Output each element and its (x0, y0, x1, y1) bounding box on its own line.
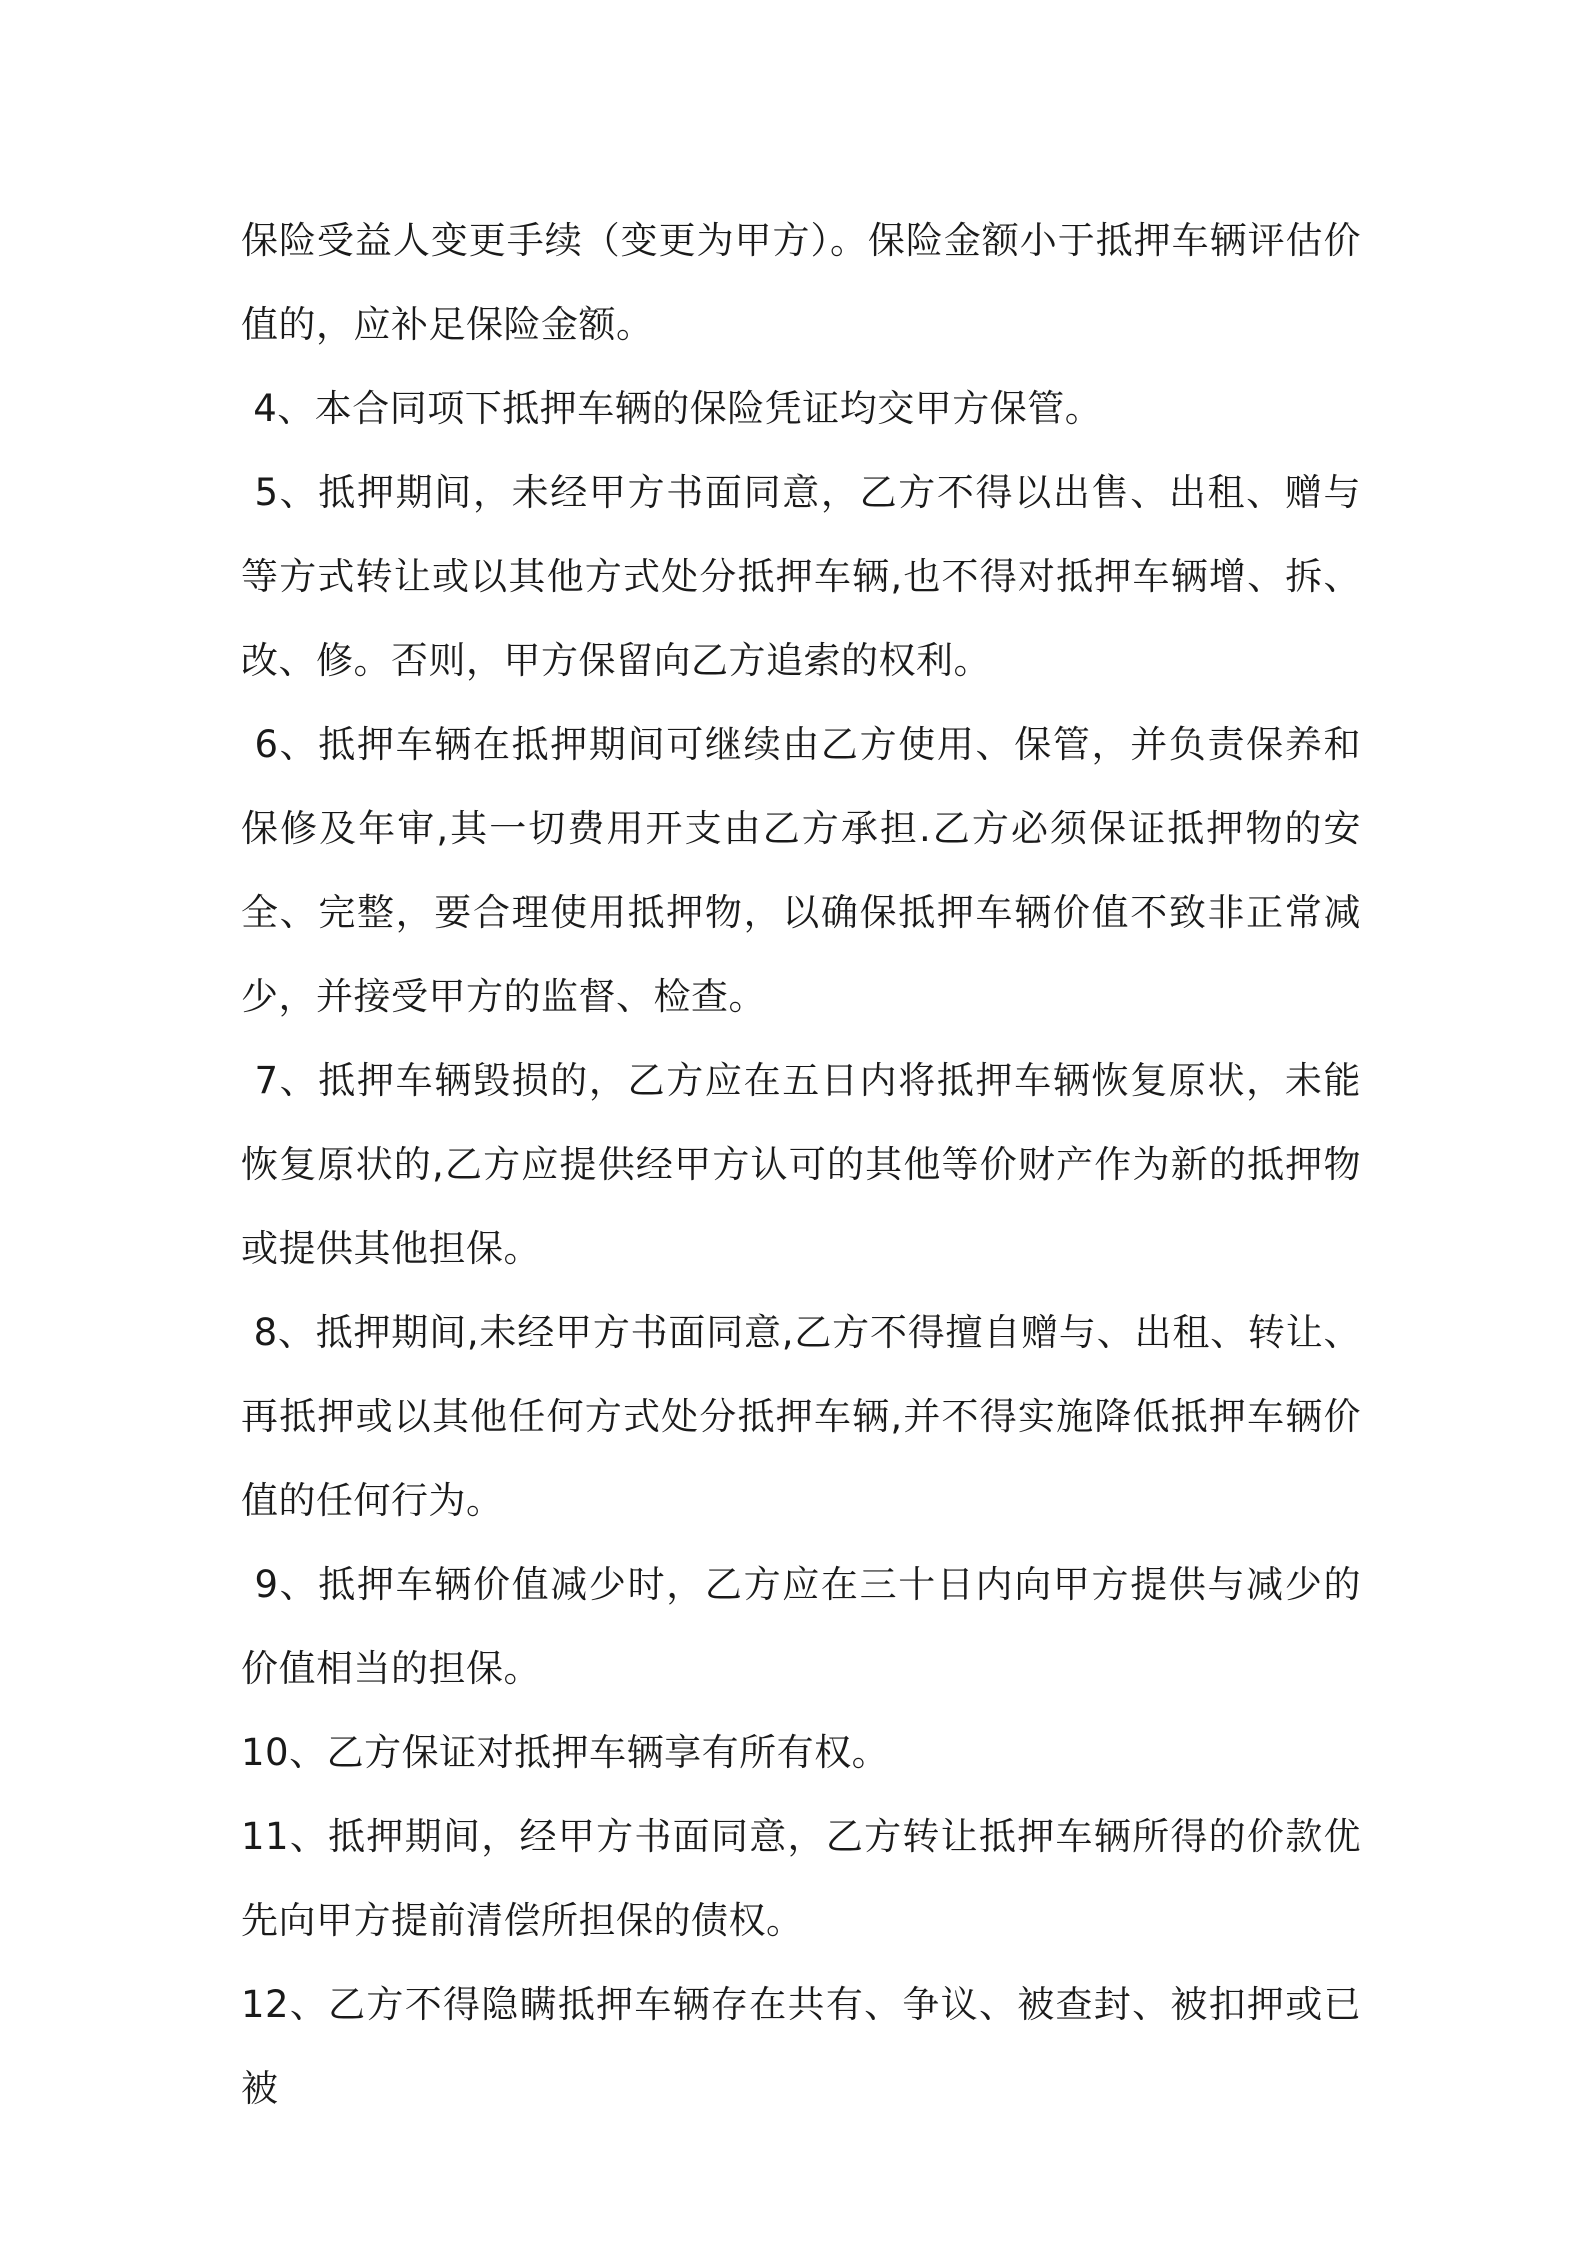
clause-5: 5、抵押期间，未经甲方书面同意，乙方不得以出售、出租、赠与等方式转让或以其他方式处分抵押车辆,也不得对抵押车辆增、拆、改、修。否则，甲方保留向乙方追索的权利。 (241, 471, 1362, 682)
clause-11: 11、抵押期间，经甲方书面同意，乙方转让抵押车辆所得的价款优先向甲方提前清偿所担保的债权。 (241, 1815, 1361, 1942)
clause-8: 8、抵押期间,未经甲方书面同意,乙方不得擅自赠与、出租、转让、再抵押或以其他任何方式处分抵押车辆,并不得实施降低抵押车辆价值的任何行为。 (241, 1311, 1361, 1522)
paragraph-insurance-beneficiary: 保险受益人变更手续（变更为甲方）。保险金额小于抵押车辆评估价值的，应补足保险金额。 (241, 219, 1361, 346)
clause-4: 4、本合同项下抵押车辆的保险凭证均交甲方保管。 (241, 387, 1103, 430)
clause-9: 9、抵押车辆价值减少时，乙方应在三十日内向甲方提供与减少的价值相当的担保。 (241, 1563, 1362, 1690)
clause-6: 6、抵押车辆在抵押期间可继续由乙方使用、保管，并负责保养和保修及年审,其一切费用开支由乙方承担.乙方必须保证抵押物的安全、完整，要合理使用抵押物，以确保抵押车辆价值不致非正常减少，并接受甲方的监督、检查。 (241, 723, 1362, 1018)
contract-body (241, 199, 1361, 2131)
clause-12: 12、乙方不得隐瞒抵押车辆存在共有、争议、被查封、被扣押或已被 (241, 1983, 1361, 2110)
clause-10: 10、乙方保证对抵押车辆享有所有权。 (241, 1731, 890, 1774)
clause-7: 7、抵押车辆毁损的，乙方应在五日内将抵押车辆恢复原状，未能恢复原状的,乙方应提供经甲方认可的其他等价财产作为新的抵押物或提供其他担保。 (241, 1059, 1362, 1270)
